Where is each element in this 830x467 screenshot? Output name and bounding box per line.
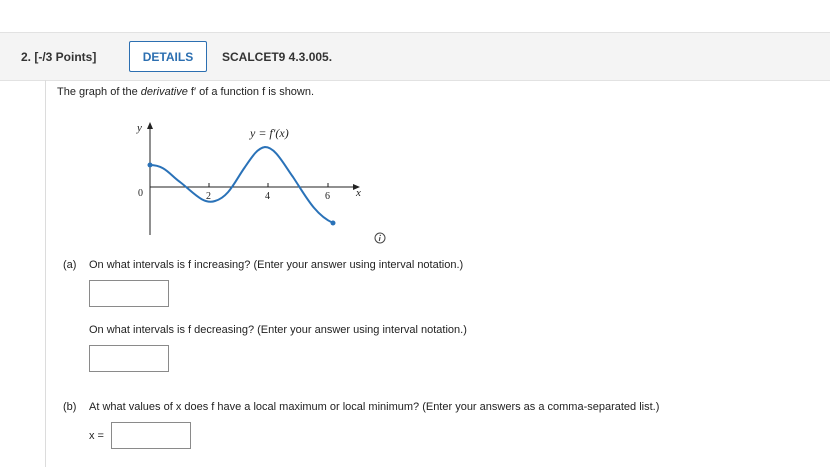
part-b-question: (b) At what values of x does f have a local maximum or local minimum? (Enter your answers as a comma-separated list.) <box>63 401 660 413</box>
part-a-question-increasing: (a) On what intervals is f increasing? (Enter your answer using interval notation.) <box>63 259 464 271</box>
info-circle-icon[interactable] <box>374 232 386 244</box>
decreasing-intervals-input[interactable] <box>89 345 169 372</box>
left-divider <box>45 80 46 467</box>
tick-label-4: 4 <box>265 191 270 202</box>
x-axis-label: x <box>356 187 361 199</box>
y-axis-label: y <box>137 122 142 134</box>
question-code: SCALCET9 4.3.005. <box>222 50 333 64</box>
origin-label: 0 <box>138 188 143 199</box>
tick-label-6: 6 <box>325 191 330 202</box>
x-equals-label: x = <box>89 430 104 442</box>
increasing-intervals-input[interactable] <box>89 280 169 307</box>
question-number: 2. [-/3 Points] <box>21 50 97 64</box>
question-header <box>0 32 830 81</box>
derivative-curve <box>150 147 333 223</box>
curve-label: y = f′(x) <box>250 126 289 140</box>
curve-start-point <box>148 163 153 168</box>
extrema-values-input[interactable] <box>111 422 191 449</box>
tick-label-2: 2 <box>206 191 211 202</box>
question-prompt: The graph of the derivative f′ of a function f is shown. <box>57 86 315 98</box>
details-button[interactable]: DETAILS <box>129 41 207 72</box>
curve-end-point <box>331 221 336 226</box>
part-a-question-decreasing: On what intervals is f decreasing? (Enter your answer using interval notation.) <box>89 324 467 336</box>
derivative-graph <box>115 115 375 240</box>
y-axis-arrow <box>147 122 153 129</box>
